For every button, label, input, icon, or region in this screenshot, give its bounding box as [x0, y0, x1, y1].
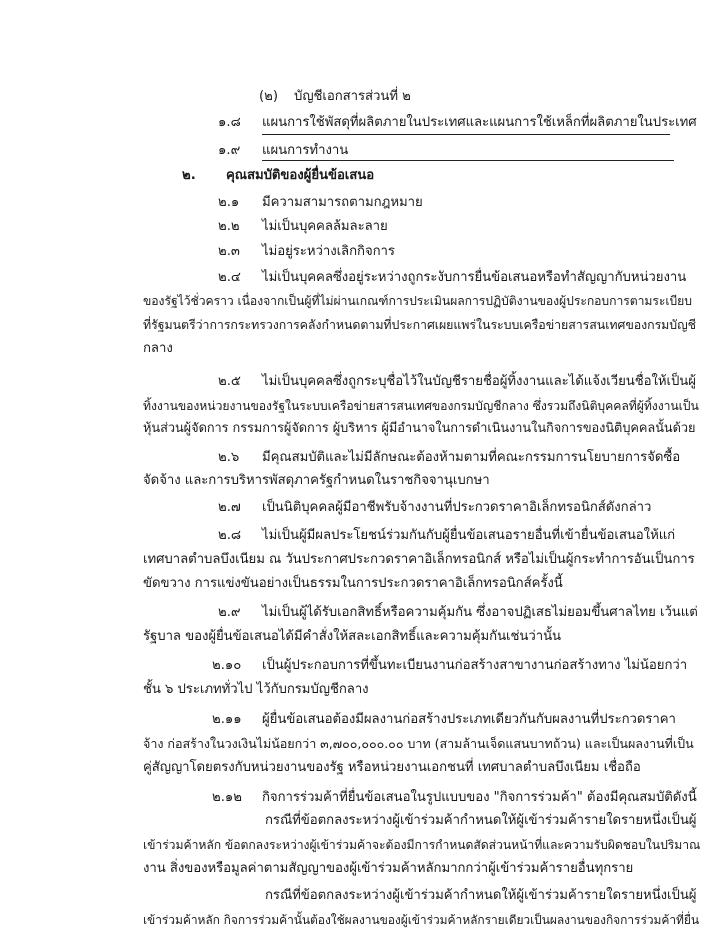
clause-number: ๒.๑ [218, 195, 240, 210]
clause-line: มีความสามารถตามกฎหมาย [262, 195, 423, 210]
clause-line: มีคุณสมบัติและไม่มีลักษณะต้องห้ามตามที่คณะกรรมการนโยบายการจัดซื้อ [262, 450, 681, 465]
annex-item-number: (๒) [259, 89, 278, 104]
jv-paragraph-line: เข้าร่วมค้าหลัก กิจการร่วมค้านั้นต้องใช้ผลงานของผู้เข้าร่วมค้าหลักรายเดียวเป็นผลงานของกิจการร่วมค้าที่ยื่น [143, 913, 700, 927]
clause-line: ไม่เป็นผู้มีผลประโยชน์ร่วมกันกับผู้ยื่นข้อเสนอรายอื่นที่เข้ายื่นข้อเสนอให้แก่ [262, 528, 676, 543]
section-title: คุณสมบัติของผู้ยื่นข้อเสนอ [226, 168, 375, 183]
clause-line: ผู้ยื่นข้อเสนอต้องมีผลงานก่อสร้างประเภทเดียวกันกับผลงานที่ประกวดราคา [262, 712, 676, 727]
clause-line: ไม่เป็นบุคคลล้มละลาย [262, 219, 388, 234]
clause-number: ๒.๖ [218, 450, 240, 465]
jv-paragraph-line: งาน สิ่งของหรือมูลค่าตามสัญญาของผู้เข้าร่วมค้าหลักมากกว่าผู้เข้าร่วมค้ารายอื่นทุกราย [143, 861, 634, 876]
clause-line: กิจการร่วมค้าที่ยื่นข้อเสนอในรูปแบบของ "กิจการร่วมค้า" ต้องมีคุณสมบัติดังนี้ [262, 790, 697, 805]
annex-item-text: บัญชีเอกสารส่วนที่ ๒ [294, 89, 411, 104]
clause-number: ๒.๕ [218, 374, 241, 389]
clause-number: ๒.๗ [218, 500, 241, 515]
clause-number: ๒.๒ [218, 219, 240, 234]
clause-line: ไม่เป็นบุคคลซึ่งอยู่ระหว่างถูกระงับการยื่นข้อเสนอหรือทำสัญญากับหน่วยงาน [262, 270, 687, 285]
clause-number: ๒.๓ [218, 244, 240, 259]
clause-line: ไม่อยู่ระหว่างเลิกกิจการ [262, 244, 395, 259]
clause-number: ๒.๘ [218, 528, 242, 543]
clause-line: เป็นผู้ประกอบการที่ขึ้นทะเบียนงานก่อสร้างสาขางานก่อสร้างทาง ไม่น้อยกว่า [262, 658, 688, 673]
clause-line: ไม่เป็นผู้ได้รับเอกสิทธิ์หรือความคุ้มกัน ซึ่งอาจปฏิเสธไม่ยอมขึ้นศาลไทย เว้นแต่ [262, 605, 698, 620]
clause-line: รัฐบาล ของผู้ยื่นข้อเสนอได้มีคำสั่งให้สละเอกสิทธิ์และความคุ้มกันเช่นว่านั้น [143, 629, 561, 644]
list-item-number: ๑.๙ [218, 143, 241, 158]
clause-line: ขัดขวาง การแข่งขันอย่างเป็นธรรมในการประกวดราคาอิเล็กทรอนิกส์ครั้งนี้ [143, 576, 563, 591]
list-item-number: ๑.๘ [218, 115, 241, 130]
clause-number: ๒.๑๑ [212, 712, 242, 727]
clause-line: จัดจ้าง และการบริหารพัสดุภาครัฐกำหนดในราชกิจจานุเบกษา [143, 473, 490, 488]
clause-number: ๒.๑๐ [212, 658, 242, 673]
jv-paragraph-line: กรณีที่ข้อตกลงระหว่างผู้เข้าร่วมค้ากำหนดให้ผู้เข้าร่วมค้ารายใดรายหนึ่งเป็นผู้ [265, 813, 697, 828]
clause-line: เป็นนิติบุคคลผู้มีอาชีพรับจ้างงานที่ประกวดราคาอิเล็กทรอนิกส์ดังกล่าว [262, 500, 652, 515]
clause-number: ๒.๙ [218, 605, 241, 620]
jv-paragraph-line: เข้าร่วมค้าหลัก ข้อตกลงระหว่างผู้เข้าร่วมค้าจะต้องมีการกำหนดสัดส่วนหน้าที่และความรับผิดชอบในปริมาณ [143, 838, 701, 852]
clause-line: ของรัฐไว้ชั่วคราว เนื่องจากเป็นผู้ที่ไม่ผ่านเกณฑ์การประเมินผลการปฏิบัติงานของผู้ประกอบการตามระเบียบ [143, 294, 692, 308]
jv-paragraph-line: กรณีที่ข้อตกลงระหว่างผู้เข้าร่วมค้ากำหนดให้ผู้เข้าร่วมค้ารายใดรายหนึ่งเป็นผู้ [265, 888, 697, 903]
clause-line: เทศบาลตำบลบึงเนียม ณ วันประกาศประกวดราคาอิเล็กทรอนิกส์ หรือไม่เป็นผู้กระทำการอันเป็นการ [143, 552, 695, 567]
clause-line: ชั้น ๖ ประเภททั่วไป ไว้กับกรมบัญชีกลาง [143, 682, 369, 697]
clause-line: จ้าง ก่อสร้างในวงเงินไม่น้อยกว่า ๓,๗๐๐,๐๐๐.๐๐ บาท (สามล้านเจ็ดแสนบาทถ้วน) และเป็นผลงานที่เป็น [143, 736, 694, 751]
section-number: ๒. [182, 168, 196, 183]
clause-line: คู่สัญญาโดยตรงกับหน่วยงานของรัฐ หรือหน่วยงานเอกชนที่ เทศบาลตำบลบึงเนียม เชื่อถือ [143, 760, 641, 775]
clause-line: ไม่เป็นบุคคลซึ่งถูกระบุชื่อไว้ในบัญชีรายชื่อผู้ทิ้งงานและได้แจ้งเวียนชื่อให้เป็นผู้ [262, 374, 696, 389]
clause-number: ๒.๔ [218, 270, 241, 285]
underline-rule [262, 160, 674, 161]
list-item-text: แผนการทำงาน [262, 143, 349, 158]
clause-line: กลาง [143, 341, 173, 356]
list-item-text: แผนการใช้พัสดุที่ผลิตภายในประเทศและแผนการใช้เหล็กที่ผลิตภายในประเทศ [262, 115, 697, 130]
clause-line: หุ้นส่วนผู้จัดการ กรรมการผู้จัดการ ผู้บริหาร ผู้มีอำนาจในการดำเนินงานในกิจการของนิติบุคคลนั้นด้วย [143, 421, 696, 436]
underline-rule [262, 134, 670, 135]
clause-line: ทิ้งงานของหน่วยงานของรัฐในระบบเครือข่ายสารสนเทศของกรมบัญชีกลาง ซึ่งรวมถึงนิติบุคคลที่ผู้ทิ้งงานเป็น [143, 399, 699, 413]
clause-line: ที่รัฐมนตรีว่าการกระทรวงการคลังกำหนดตามที่ประกาศเผยแพร่ในระบบเครือข่ายสารสนเทศของกรมบัญชี [143, 317, 696, 332]
clause-number: ๒.๑๒ [212, 790, 242, 805]
